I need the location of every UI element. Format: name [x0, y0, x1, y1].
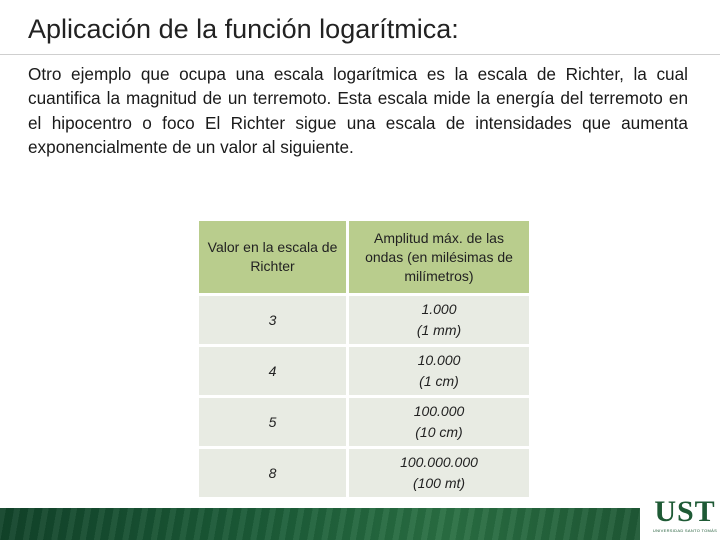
- table-row: [199, 398, 529, 446]
- richter-value-cell: 4: [199, 347, 346, 395]
- logo-text: UST: [654, 495, 716, 528]
- body-paragraph: Otro ejemplo que ocupa una escala logarítmica es la escala de Richter, la cual cuantifica la magnitud de un terremoto. Esta escala mide la energía del terremoto en el hipocentro o foco El Richter sigue una escala de intensidades que aumenta exponencialmente de un valor al siguiente.: [28, 64, 688, 157]
- title-divider: [0, 54, 720, 55]
- table-row: [199, 347, 529, 395]
- header-richter-value: Valor en la escala de Richter: [199, 221, 346, 293]
- amplitude-value: 100.000: [413, 403, 465, 419]
- logo-subtext: UNIVERSIDAD SANTO TOMÁS: [652, 528, 718, 533]
- richter-table: [196, 218, 532, 500]
- amplitude-value: 1.000: [421, 301, 457, 317]
- amplitude-cell: [349, 449, 529, 497]
- amplitude-unit: (100 mt): [412, 475, 466, 491]
- amplitude-value: 10.000: [417, 352, 461, 368]
- slide-title: Aplicación de la función logarítmica:: [28, 14, 459, 44]
- amplitude-unit: (1 mm): [416, 322, 462, 338]
- table-header-row: [199, 221, 529, 293]
- footer-band: [0, 508, 640, 540]
- amplitude-cell: [349, 296, 529, 344]
- richter-value-cell: 5: [199, 398, 346, 446]
- header-amplitude: Amplitud máx. de las ondas (en milésimas de milímetros): [349, 221, 529, 293]
- table-row: [199, 449, 529, 497]
- richter-value-cell: 3: [199, 296, 346, 344]
- richter-value-cell: 8: [199, 449, 346, 497]
- amplitude-value: 100.000.000: [400, 454, 478, 470]
- amplitude-unit: (1 cm): [419, 373, 459, 389]
- table-row: [199, 296, 529, 344]
- amplitude-cell: [349, 398, 529, 446]
- amplitude-unit: (10 cm): [415, 424, 463, 440]
- university-logo: [650, 496, 720, 540]
- amplitude-cell: [349, 347, 529, 395]
